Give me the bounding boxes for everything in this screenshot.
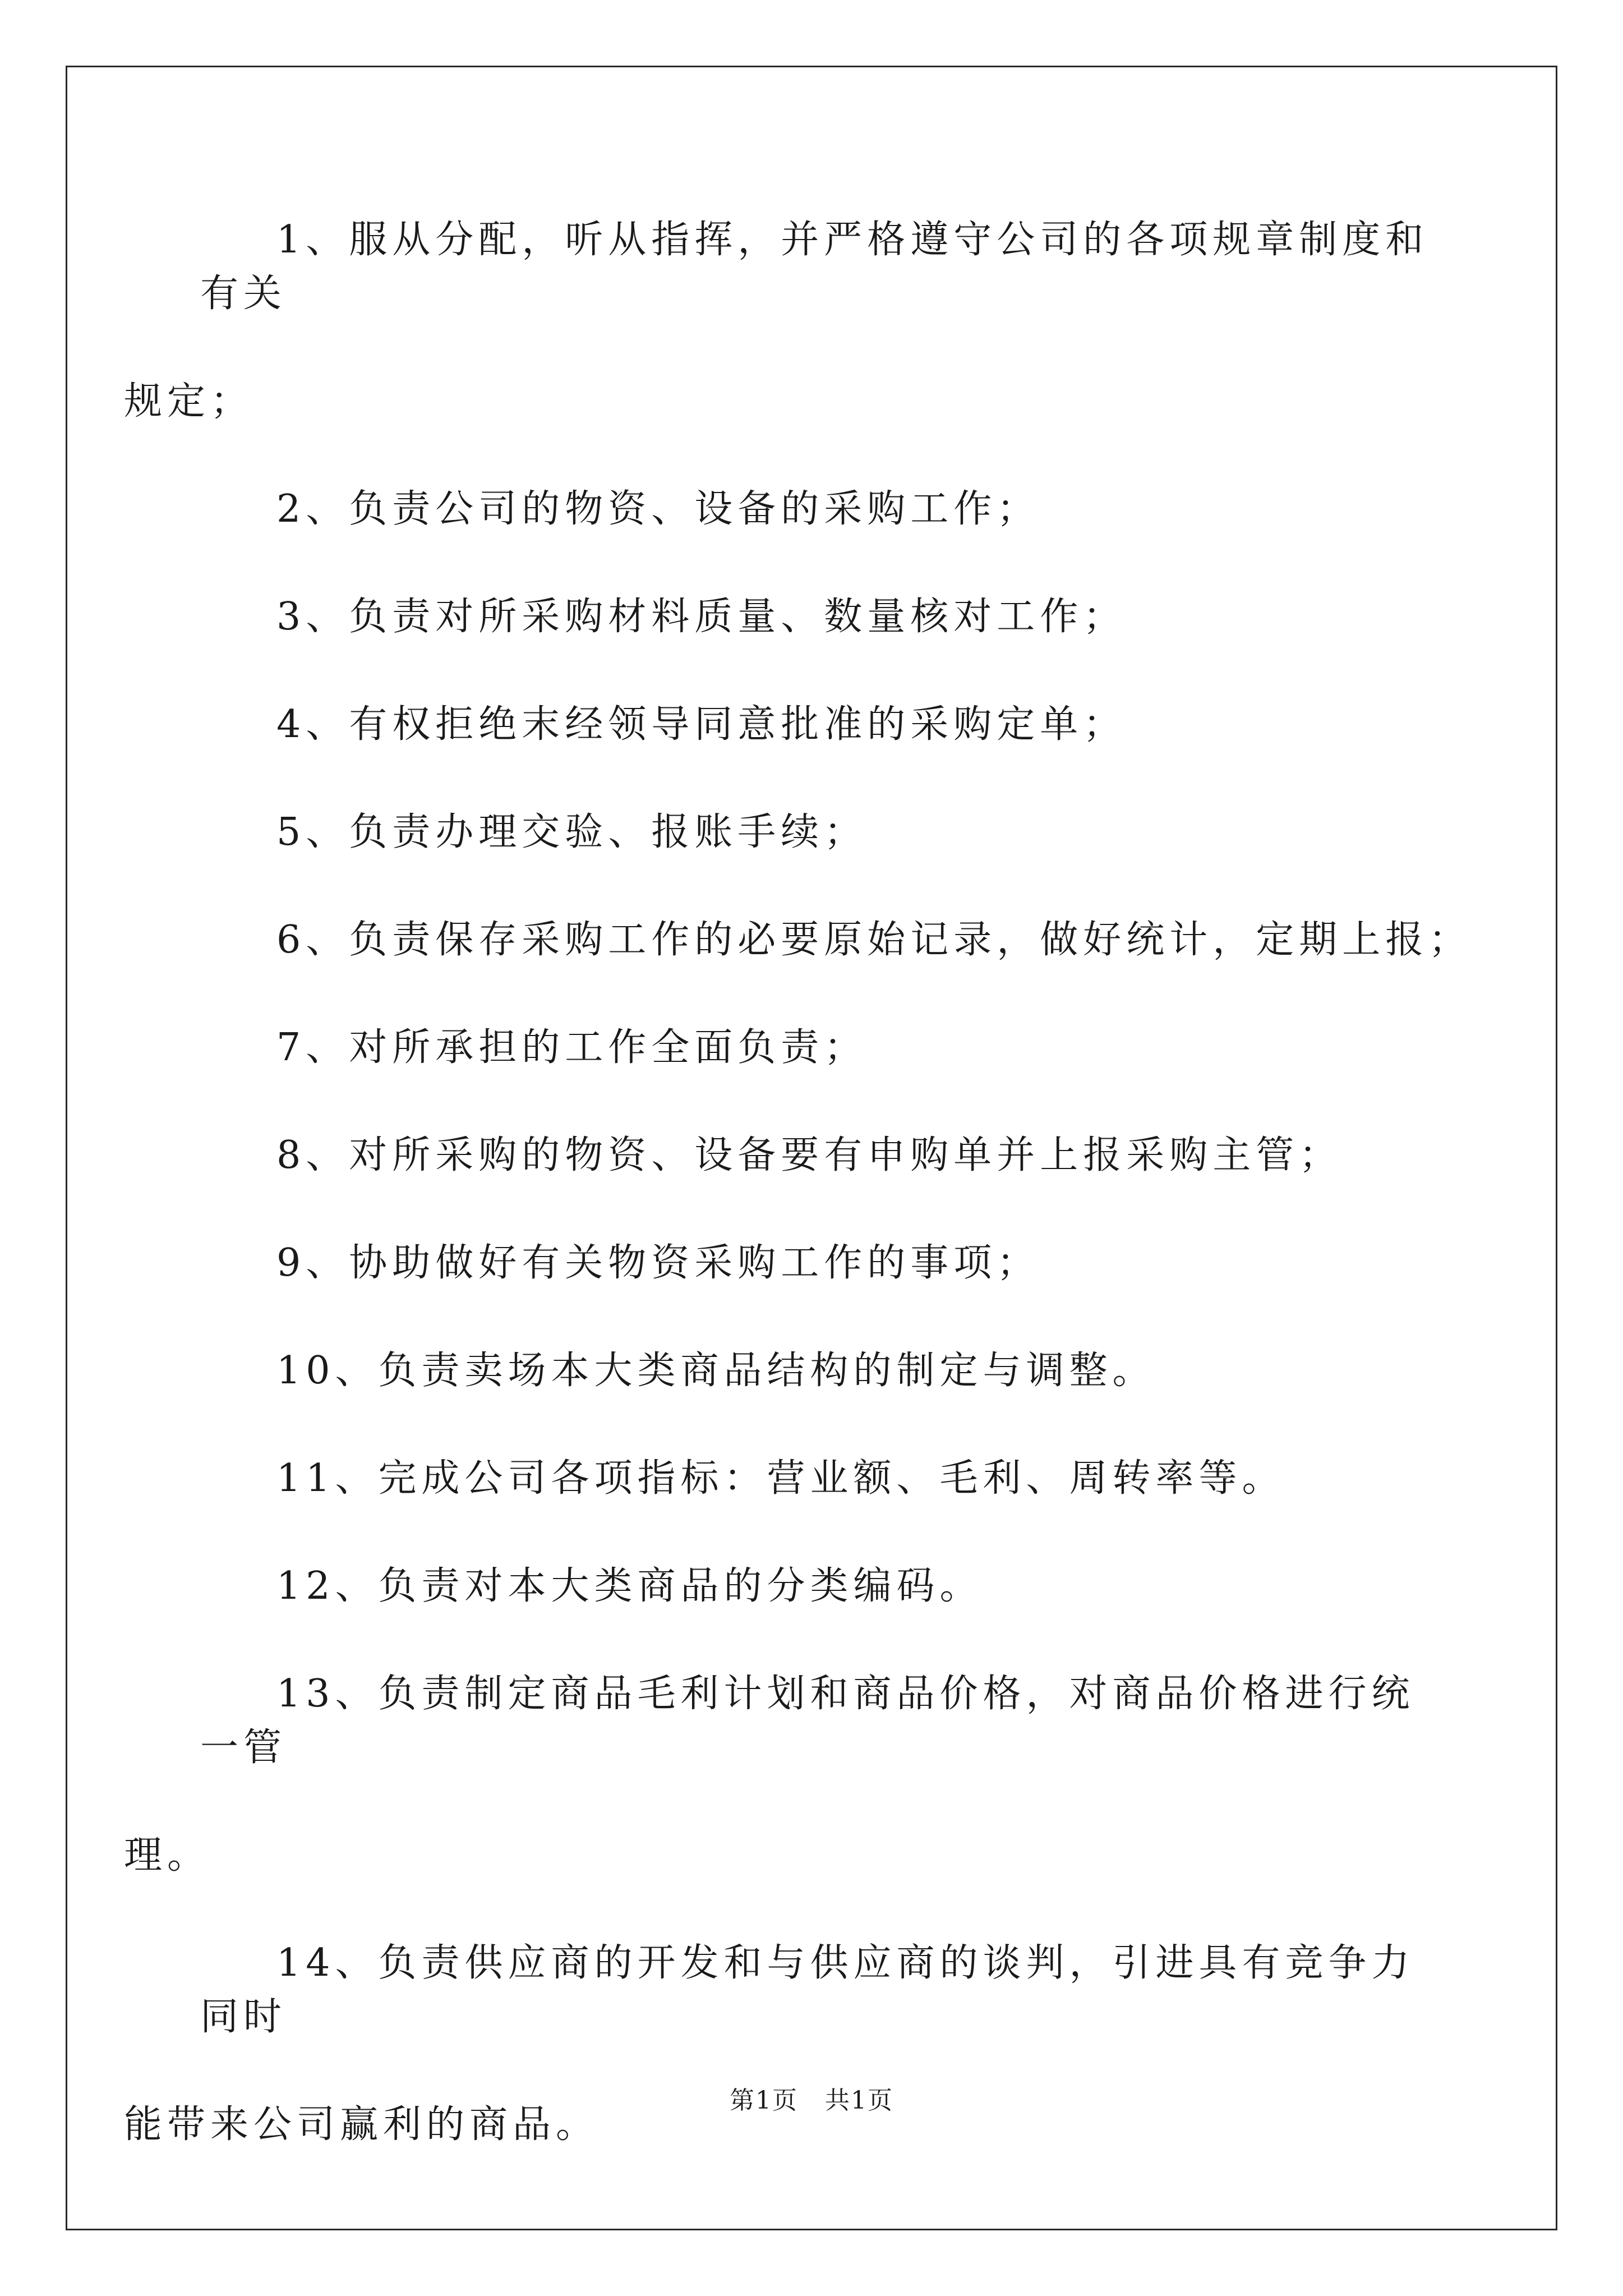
list-item-5 — [200, 806, 1434, 859]
item-text: 完成公司各项指标：营业额、毛利、周转率等。 — [378, 1456, 1285, 1501]
item-text: 负责对所采购材料质量、数量核对工作； — [349, 595, 1127, 639]
list-item-11 — [200, 1452, 1434, 1506]
list-item-4 — [200, 698, 1434, 752]
list-item-10 — [200, 1344, 1434, 1398]
item-number: 5、 — [276, 810, 349, 854]
total-pages: 共1页 — [824, 2086, 893, 2115]
list-item-9 — [200, 1236, 1434, 1290]
item-number: 13、 — [276, 1672, 379, 1716]
page-footer — [0, 2084, 1623, 2118]
item-text-continued: 理。 — [124, 1833, 211, 1878]
item-text: 对所承担的工作全面负责； — [349, 1025, 868, 1070]
footer-spacer — [798, 2086, 825, 2115]
item-number: 1、 — [276, 218, 349, 262]
item-text: 服从分配，听从指挥，并严格遵守公司的各项规章制度和有关 — [200, 218, 1429, 316]
item-text: 负责供应商的开发和与供应商的谈判，引进具有竞争力同时 — [200, 1941, 1415, 2039]
item-number: 11、 — [276, 1456, 379, 1501]
item-number: 10、 — [276, 1349, 379, 1393]
item-text: 有权拒绝末经领导同意批准的采购定单； — [349, 702, 1127, 747]
item-number: 2、 — [276, 487, 349, 531]
page-number: 第1页 — [730, 2086, 799, 2115]
list-item-1 — [124, 213, 1434, 429]
list-item-7 — [200, 1021, 1434, 1075]
item-text: 对所采购的物资、设备要有申购单并上报采购主管； — [349, 1133, 1343, 1177]
item-text: 负责对本大类商品的分类编码。 — [378, 1564, 983, 1608]
item-text: 负责保存采购工作的必要原始记录，做好统计，定期上报； — [349, 918, 1472, 962]
item-text: 负责公司的物资、设备的采购工作； — [349, 487, 1040, 531]
item-number: 3、 — [276, 595, 349, 639]
item-number: 4、 — [276, 702, 349, 747]
document-body — [124, 213, 1472, 2206]
item-text: 负责卖场本大类商品结构的制定与调整。 — [378, 1349, 1156, 1393]
item-text: 负责制定商品毛利计划和商品价格，对商品价格进行统一管 — [200, 1672, 1415, 1770]
list-item-2 — [200, 482, 1434, 536]
item-number: 9、 — [276, 1241, 349, 1285]
item-number: 12、 — [276, 1564, 379, 1608]
list-item-13 — [124, 1667, 1434, 1883]
item-number: 7、 — [276, 1025, 349, 1070]
item-number: 14、 — [276, 1941, 379, 1985]
item-text-continued: 规定； — [124, 379, 254, 424]
item-text: 负责办理交验、报账手续； — [349, 810, 868, 854]
list-item-8 — [200, 1129, 1434, 1182]
item-text: 协助做好有关物资采购工作的事项； — [349, 1241, 1040, 1285]
item-number: 6、 — [276, 918, 349, 962]
list-item-12 — [200, 1559, 1434, 1613]
item-text-continued: 能带来公司赢利的商品。 — [124, 2102, 600, 2147]
list-item-6 — [200, 913, 1472, 967]
list-item-3 — [200, 590, 1434, 644]
list-item-14 — [124, 1936, 1434, 2152]
item-number: 8、 — [276, 1133, 349, 1177]
